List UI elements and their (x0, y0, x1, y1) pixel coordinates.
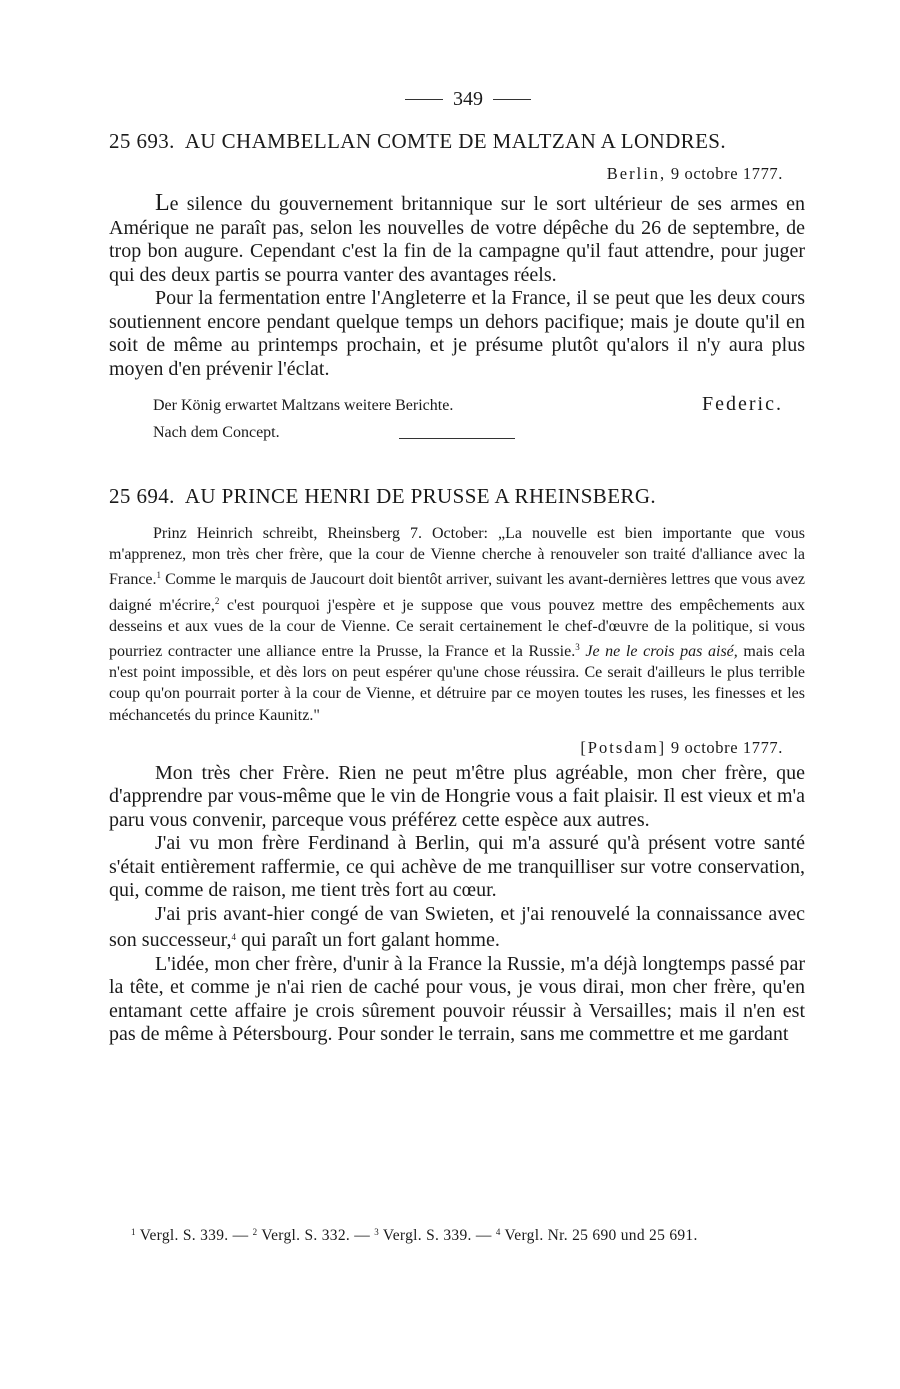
letter-number: 25 694. (109, 484, 175, 508)
page-number-dash-left (405, 99, 443, 100)
page-number-text: 349 (453, 88, 483, 110)
letter-heading (109, 128, 805, 154)
footnote-ref: 4 (231, 932, 236, 943)
dateline-place: [Potsdam] (580, 737, 667, 757)
paragraph-text: J'ai pris avant-hier congé de van Swieten, et j'ai renouvelé la connaissance avec son successeur, (109, 902, 805, 952)
footnotes (109, 1222, 799, 1246)
footnote-marker: 3 (374, 1227, 380, 1237)
editorial-note: Der König erwartet Maltzans weitere Berichte. (153, 397, 454, 414)
letter-paragraph: L'idée, mon cher frère, d'unir à la France la Russie, m'a déjà longtemps passé par la tête, et comme je n'ai rien de caché pour vous, je vous dirai, mon cher frère, qu'en entamant cette affaire je crois sûrement pouvoir réussir à Versailles; mais il n'en est pas de même à Pétersbourg. Pour sonder le terrain, sans me commettre et me gardant (109, 952, 805, 1046)
footnote-marker: 4 (495, 1227, 501, 1237)
dateline (109, 736, 783, 760)
letter-paragraph (109, 192, 805, 287)
dateline-place: Berlin, (606, 164, 667, 183)
closing-row (109, 393, 805, 418)
summary-text: c'est pourquoi j'espère et je suppose que vous pouvez mettre des empêchements aux desseins et aux vues de la cour de Vienne. Ce serait certainement le chef-d'œuvre de la politique, si vous pourriez contracter une alliance entre la Prusse, la France et la Russie. (109, 596, 805, 661)
footnote-marker: 1 (131, 1227, 136, 1237)
dateline-date: 9 octobre 1777. (670, 164, 783, 183)
page-number-dash-right (493, 99, 531, 100)
editorial-summary (109, 523, 805, 726)
summary-text: Prinz Heinrich schreibt, Rheinsberg 7. October: „La nouvelle est bien importante que vous m'apprenez, mon très cher frère, que la cour de Vienne cherche à renouveler son traité d'alliance avec la France. (109, 525, 805, 589)
letter-paragraph: J'ai vu mon frère Ferdinand à Berlin, qui m'a assuré qu'à présent votre santé s'était entièrement raffermie, ce qui achève de me tranquilliser sur votre conservation, qui, comme de raison, me tient très fort au cœur. (109, 832, 805, 902)
letter-heading (109, 483, 805, 509)
letter-paragraph: Pour la fermentation entre l'Angleterre et la France, il se peut que les deux cours soutiennent encore pendant quelque temps un dehors pacifique; mais je doute qu'il en soit de même au printemps prochain, et je présume plutôt qu'alors il n'y aura plus moyen d'en prévenir l'éclat. (109, 287, 805, 380)
letter-number: 25 693. (109, 129, 175, 153)
signature: Federic. (702, 393, 783, 415)
source-note: Nach dem Concept. (153, 424, 280, 441)
letter-title: AU CHAMBELLAN COMTE DE MALTZAN A LONDRES. (184, 129, 727, 153)
footnote-text: Vergl. Nr. 25 690 und 25 691. (500, 1227, 698, 1244)
paragraph-text: qui paraît un fort galant homme. (236, 929, 500, 952)
footnote-text: Vergl. S. 339. — (379, 1227, 496, 1244)
footnote-ref: 2 (214, 595, 220, 606)
footnote-ref: 1 (156, 570, 162, 581)
footnote-text: Vergl. S. 332. — (257, 1227, 375, 1244)
summary-text: mais cela n'est point impossible, et dès lors on peut espérer qu'une chose réussira. Ce serait d'ailleurs le plus terrible coup qu'on pourrait porter à la cour de Vienne, et détruire par ce moyen toutes les ruses, les finesses et les méchancetés du prince Kaunitz." (109, 643, 806, 724)
section-divider (399, 438, 515, 439)
page-number (131, 84, 805, 114)
letter-paragraph (109, 903, 805, 953)
footnote-ref: 3 (575, 642, 580, 653)
letter-title: AU PRINCE HENRI DE PRUSSE A RHEINSBERG. (184, 484, 657, 508)
dateline (109, 162, 783, 186)
summary-italic-text: Je ne le crois pas aisé, (579, 643, 738, 661)
dateline-date: 9 octobre 1777. (670, 737, 783, 757)
page (109, 84, 805, 1047)
footnote-marker: 2 (252, 1227, 258, 1237)
initial-letter: L (155, 190, 170, 216)
footnote-text: Vergl. S. 339. — (135, 1227, 253, 1244)
letter-paragraph: Mon très cher Frère. Rien ne peut m'être plus agréable, mon cher frère, que d'apprendre par vous-même que le vin de Hongrie vous a fait plaisir. Il est vieux et m'a paru vous convenir, parceque vous préférez cette espèce aux autres. (109, 761, 805, 831)
paragraph-text: e silence du gouvernement britannique sur le sort ultérieur de ses armes en Amérique ne paraît pas, selon les nouvelles de votre dépêche du 26 de septembre, de trop bon augure. Cependant c'est la fin de la campagne qu'il faut attendre, pour juger qui des deux partis se pourra vanter des avantages réels. (109, 193, 805, 286)
summary-text: Comme le marquis de Jaucourt doit bientôt arriver, suivant les avant-dernières lettres que vous avez daigné m'écrire, (109, 571, 805, 614)
